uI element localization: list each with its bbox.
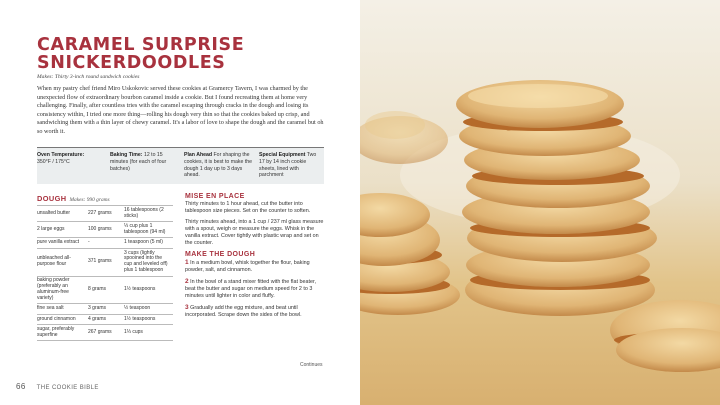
cookie-photo [360, 0, 720, 405]
ingredient-us: 1 teaspoon (5 ml) [124, 238, 173, 248]
ingredient-name: 2 large eggs [37, 222, 88, 238]
ingredient-row [37, 206, 173, 222]
ingredient-us: 3 cups (lightly spooined into the cup and leveled off) plus 1 tablespoon [124, 248, 173, 276]
dough-yield: Makes: 990 grams [69, 197, 110, 203]
ingredient-row [37, 325, 173, 341]
ingredient-metric: 267 grams [88, 325, 124, 341]
step-text: In a medium bowl, whisk together the flour, baking powder, salt, and cinnamon. [185, 260, 310, 273]
title-line-1: CARAMEL SURPRISE [37, 35, 245, 55]
ingredient-name: baking powder (preferably an aluminum-free variety) [37, 276, 88, 304]
page-number: 66 [16, 382, 26, 391]
mise-heading: MISE EN PLACE [185, 193, 245, 200]
ingredient-us: ½ teaspoon [124, 304, 173, 314]
intro-paragraph: When my pastry chef friend Miro Uskokovic served these cookies at Gramercy Tavern, I was charmed by the unexpected flow of extraordinary bourbon caramel inside a cookie. But I found recreating them at home very challenging. Finally, after countless tries with the caramel escaping through cracks in the dough and losing its consistency within, I tried one more thing—rolling his dough very thin so that the cookies baked up crisp, and sandwiching them with a thin layer of chewy caramel. It's a labor of love to shape the dough and the caramel but oh so worth it. [37, 85, 324, 135]
special-equipment: Special Equipment Two 17 by 14 inch cookie sheets, lined with parchment [259, 152, 317, 179]
recipe-yield: Makes: Thirty 3-inch round sandwich cookies [37, 74, 140, 80]
ingredient-us: ⅓ cup plus 1 tablespoon (94 ml) [124, 222, 173, 238]
ingredient-row [37, 248, 173, 276]
ingredient-name: pure vanilla extract [37, 238, 88, 248]
step-number: 1 [185, 259, 189, 266]
ingredient-name: ground cinnamon [37, 314, 88, 324]
ingredient-metric: 227 grams [88, 206, 124, 222]
step-text: Gradually add the egg mixture, and beat until incorporated. Scrape down the sides of the bowl. [185, 305, 302, 318]
ingredient-metric: - [88, 238, 124, 248]
step-number: 2 [185, 278, 189, 285]
ingredient-us: 1⅓ cups [124, 325, 173, 341]
ingredient-metric: 100 grams [88, 222, 124, 238]
mise-paragraph-2: Thirty minutes ahead, into a 1 cup / 237 ml glass measure with a spout, weigh or measure the eggs. Whisk in the vanilla extract. Cover tightly with plastic wrap and set on the counter. [185, 219, 324, 246]
title-line-2: SNICKERDOODLES [37, 53, 226, 73]
ingredient-row [37, 222, 173, 238]
step-number: 3 [185, 304, 189, 311]
ingredient-us: 16 tablespoons (2 sticks) [124, 206, 173, 222]
baking-time: Baking Time: 12 to 15 minutes (for each of four batches) [110, 152, 167, 172]
ingredient-row [37, 314, 173, 324]
page-footer [16, 382, 99, 391]
info-bar [37, 147, 324, 184]
ingredient-us: 1½ teaspoons [124, 314, 173, 324]
steps-list [185, 259, 325, 319]
mise-paragraph-1: Thirty minutes to 1 hour ahead, cut the butter into tablespoon size pieces. Set on the counter to soften. [185, 201, 311, 214]
ingredient-name: sugar, preferably superfine [37, 325, 88, 341]
make-dough-heading: MAKE THE DOUGH [185, 251, 256, 258]
ingredient-row [37, 304, 173, 314]
step-text: In the bowl of a stand mixer fitted with the flat beater, beat the butter and sugar on medium speed for 2 to 3 minutes until lighter in color and fluffy. [185, 279, 316, 299]
plan-ahead: Plan Ahead For shaping the cookies, it is best to make the dough 1 day up to 3 days ahead. [184, 152, 253, 179]
dough-heading: DOUGH Makes: 990 grams [37, 194, 110, 203]
book-title: THE COOKIE BIBLE [36, 385, 99, 391]
ingredient-metric: 371 grams [88, 248, 124, 276]
step-item [185, 259, 325, 274]
ingredient-metric: 8 grams [88, 276, 124, 304]
ingredient-us: 1½ teaspoons [124, 276, 173, 304]
method-column [185, 193, 325, 323]
continues-label: Continues [300, 362, 323, 368]
ingredient-name: fine sea salt [37, 304, 88, 314]
ingredient-row [37, 276, 173, 304]
step-item [185, 304, 325, 319]
recipe-title [37, 36, 357, 72]
ingredient-metric: 3 grams [88, 304, 124, 314]
step-item [185, 278, 325, 300]
oven-temperature: Oven Temperature: 350°F / 175°C [37, 152, 85, 165]
ingredients-table [37, 205, 173, 341]
ingredient-name: unsalted butter [37, 206, 88, 222]
ingredient-metric: 4 grams [88, 314, 124, 324]
ingredient-name: unbleached all-purpose flour [37, 248, 88, 276]
ingredient-row [37, 238, 173, 248]
